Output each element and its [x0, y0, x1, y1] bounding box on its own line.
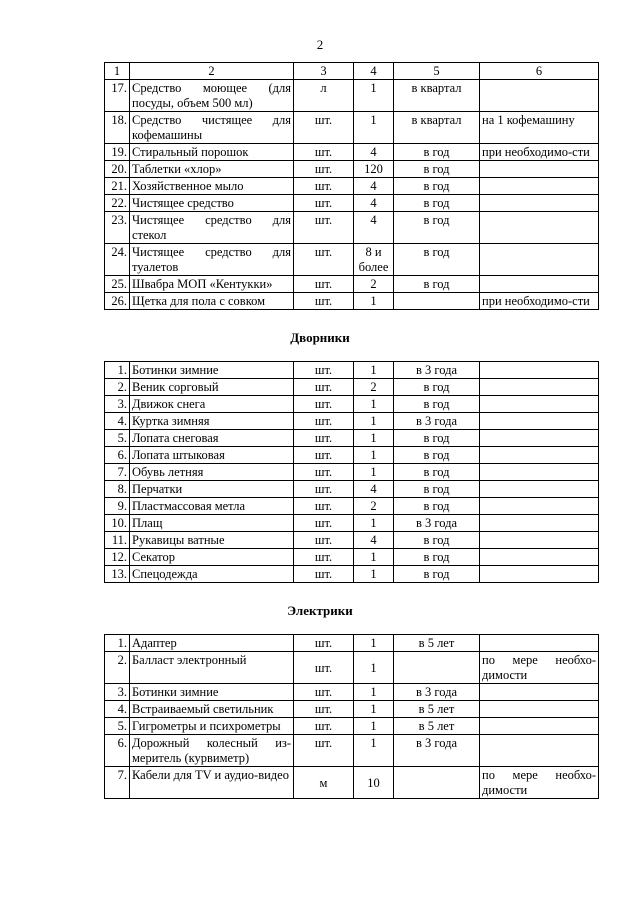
item-name: Пластмассовая метла	[130, 498, 294, 515]
item-quantity: 1	[354, 635, 394, 652]
table-row	[105, 549, 599, 566]
item-note	[480, 178, 599, 195]
item-period: в год	[394, 379, 480, 396]
item-unit: шт.	[294, 396, 354, 413]
item-period: в год	[394, 144, 480, 161]
row-number: 22.	[105, 195, 130, 212]
column-header: 2	[130, 63, 294, 80]
table-row	[105, 276, 599, 293]
item-quantity: 4	[354, 212, 394, 244]
item-quantity: 1	[354, 112, 394, 144]
item-name: Швабра МОП «Кентукки»	[130, 276, 294, 293]
item-note	[480, 195, 599, 212]
item-note	[480, 735, 599, 767]
item-name: Лопата снеговая	[130, 430, 294, 447]
item-note	[480, 430, 599, 447]
section-title-janitors: Дворники	[290, 330, 350, 345]
row-number: 8.	[105, 481, 130, 498]
item-note	[480, 379, 599, 396]
page-number: 2	[316, 37, 324, 52]
item-note	[480, 464, 599, 481]
item-quantity: 1	[354, 430, 394, 447]
item-name: Балласт электронный	[130, 652, 294, 684]
row-number: 17.	[105, 80, 130, 112]
item-note: на 1 кофемашину	[480, 112, 599, 144]
item-name: Стиральный порошок	[130, 144, 294, 161]
row-number: 1.	[105, 362, 130, 379]
row-number: 9.	[105, 498, 130, 515]
row-number: 24.	[105, 244, 130, 276]
item-name: Лопата штыковая	[130, 447, 294, 464]
item-period: в квартал	[394, 80, 480, 112]
item-name: Кабели для TV и аудио-видео	[130, 767, 294, 799]
item-quantity: 4	[354, 195, 394, 212]
row-number: 2.	[105, 379, 130, 396]
item-unit: шт.	[294, 144, 354, 161]
item-period: в 3 года	[394, 515, 480, 532]
row-number: 10.	[105, 515, 130, 532]
item-name: Чистящее средство для стекол	[130, 212, 294, 244]
item-note	[480, 498, 599, 515]
row-number: 4.	[105, 701, 130, 718]
item-period: в год	[394, 464, 480, 481]
item-quantity: 1	[354, 80, 394, 112]
item-quantity: 10	[354, 767, 394, 799]
item-note	[480, 447, 599, 464]
item-note	[480, 413, 599, 430]
item-unit: шт.	[294, 430, 354, 447]
item-name: Чистящее средство	[130, 195, 294, 212]
item-name: Дорожный колесный из-меритель (курвиметр)	[130, 735, 294, 767]
item-period: в год	[394, 566, 480, 583]
item-note	[480, 635, 599, 652]
table-row	[105, 161, 599, 178]
item-name: Ботинки зимние	[130, 684, 294, 701]
item-quantity: 1	[354, 413, 394, 430]
item-unit: шт.	[294, 549, 354, 566]
item-quantity: 1	[354, 464, 394, 481]
item-note	[480, 701, 599, 718]
item-note	[480, 80, 599, 112]
item-unit: шт.	[294, 178, 354, 195]
table-row	[105, 515, 599, 532]
item-quantity: 1	[354, 396, 394, 413]
table-row	[105, 112, 599, 144]
item-period: в год	[394, 532, 480, 549]
table-row	[105, 430, 599, 447]
item-period: в 3 года	[394, 684, 480, 701]
item-period	[394, 767, 480, 799]
item-period: в год	[394, 498, 480, 515]
table-row	[105, 652, 599, 684]
item-period: в 3 года	[394, 735, 480, 767]
item-period: в 3 года	[394, 413, 480, 430]
item-period: в 5 лет	[394, 701, 480, 718]
item-unit: шт.	[294, 735, 354, 767]
item-name: Таблетки «хлор»	[130, 161, 294, 178]
row-number: 21.	[105, 178, 130, 195]
item-note	[480, 362, 599, 379]
item-unit: шт.	[294, 718, 354, 735]
item-unit: шт.	[294, 276, 354, 293]
item-note	[480, 276, 599, 293]
item-unit: шт.	[294, 293, 354, 310]
item-period: в 5 лет	[394, 635, 480, 652]
item-period: в год	[394, 244, 480, 276]
table-row	[105, 80, 599, 112]
item-unit: шт.	[294, 635, 354, 652]
item-unit: шт.	[294, 244, 354, 276]
row-number: 19.	[105, 144, 130, 161]
row-number: 12.	[105, 549, 130, 566]
column-header: 4	[354, 63, 394, 80]
item-unit: шт.	[294, 212, 354, 244]
item-period: в год	[394, 549, 480, 566]
column-header: 6	[480, 63, 599, 80]
item-name: Встраиваемый светильник	[130, 701, 294, 718]
item-unit: шт.	[294, 413, 354, 430]
item-note	[480, 532, 599, 549]
item-period: в год	[394, 178, 480, 195]
item-unit: шт.	[294, 161, 354, 178]
item-unit: шт.	[294, 379, 354, 396]
row-number: 26.	[105, 293, 130, 310]
item-unit: м	[294, 767, 354, 799]
item-name: Ботинки зимние	[130, 362, 294, 379]
item-quantity: 4	[354, 144, 394, 161]
table-row	[105, 195, 599, 212]
item-name: Щетка для пола с совком	[130, 293, 294, 310]
item-quantity: 8 и более	[354, 244, 394, 276]
item-period: в 5 лет	[394, 718, 480, 735]
item-note	[480, 515, 599, 532]
item-unit: шт.	[294, 652, 354, 684]
item-unit: шт.	[294, 498, 354, 515]
item-name: Чистящее средство для туалетов	[130, 244, 294, 276]
item-note	[480, 566, 599, 583]
item-note	[480, 396, 599, 413]
row-number: 20.	[105, 161, 130, 178]
table-row	[105, 635, 599, 652]
row-number: 6.	[105, 735, 130, 767]
item-quantity: 4	[354, 178, 394, 195]
item-unit: шт.	[294, 566, 354, 583]
row-number: 1.	[105, 635, 130, 652]
item-name: Рукавицы ватные	[130, 532, 294, 549]
item-quantity: 1	[354, 362, 394, 379]
item-period: в год	[394, 161, 480, 178]
item-name: Куртка зимняя	[130, 413, 294, 430]
item-quantity: 4	[354, 481, 394, 498]
item-name: Перчатки	[130, 481, 294, 498]
table-row	[105, 396, 599, 413]
item-quantity: 120	[354, 161, 394, 178]
item-period	[394, 293, 480, 310]
column-header: 5	[394, 63, 480, 80]
item-period: в квартал	[394, 112, 480, 144]
item-period: в год	[394, 481, 480, 498]
table-row	[105, 498, 599, 515]
table-row	[105, 566, 599, 583]
row-number: 5.	[105, 430, 130, 447]
item-name: Средство чистящее для кофемашины	[130, 112, 294, 144]
row-number: 4.	[105, 413, 130, 430]
column-header: 3	[294, 63, 354, 80]
item-note: при необходимо-сти	[480, 293, 599, 310]
table-header-row	[105, 63, 599, 80]
item-name: Средство моющее (для посуды, объем 500 мл)	[130, 80, 294, 112]
table-row	[105, 212, 599, 244]
item-note	[480, 244, 599, 276]
item-quantity: 2	[354, 276, 394, 293]
supplies-table	[104, 62, 599, 310]
table-row	[105, 293, 599, 310]
table-row	[105, 144, 599, 161]
item-quantity: 1	[354, 684, 394, 701]
table-row	[105, 532, 599, 549]
row-number: 23.	[105, 212, 130, 244]
table-row	[105, 735, 599, 767]
item-name: Гигрометры и психрометры	[130, 718, 294, 735]
item-unit: шт.	[294, 701, 354, 718]
table-row	[105, 362, 599, 379]
item-period	[394, 652, 480, 684]
item-name: Спецодежда	[130, 566, 294, 583]
item-period: в год	[394, 396, 480, 413]
item-name: Плащ	[130, 515, 294, 532]
item-name: Хозяйственное мыло	[130, 178, 294, 195]
table-row	[105, 413, 599, 430]
item-period: в год	[394, 447, 480, 464]
item-note	[480, 212, 599, 244]
item-quantity: 1	[354, 293, 394, 310]
electricians-table	[104, 634, 599, 799]
row-number: 7.	[105, 767, 130, 799]
item-note	[480, 684, 599, 701]
item-note: при необходимо-сти	[480, 144, 599, 161]
row-number: 5.	[105, 718, 130, 735]
item-name: Обувь летняя	[130, 464, 294, 481]
table-row	[105, 447, 599, 464]
row-number: 11.	[105, 532, 130, 549]
janitors-table	[104, 361, 599, 583]
item-period: в год	[394, 430, 480, 447]
item-unit: шт.	[294, 464, 354, 481]
item-unit: шт.	[294, 481, 354, 498]
item-quantity: 1	[354, 718, 394, 735]
table-row	[105, 767, 599, 799]
row-number: 6.	[105, 447, 130, 464]
item-unit: шт.	[294, 532, 354, 549]
item-name: Адаптер	[130, 635, 294, 652]
table-row	[105, 718, 599, 735]
item-unit: шт.	[294, 195, 354, 212]
item-period: в год	[394, 195, 480, 212]
item-name: Веник сорговый	[130, 379, 294, 396]
table-row	[105, 464, 599, 481]
table-row	[105, 481, 599, 498]
item-unit: шт.	[294, 447, 354, 464]
item-period: в год	[394, 212, 480, 244]
item-quantity: 1	[354, 652, 394, 684]
item-quantity: 1	[354, 566, 394, 583]
item-note: по мере необхо-димости	[480, 767, 599, 799]
item-note	[480, 161, 599, 178]
row-number: 3.	[105, 396, 130, 413]
item-note: по мере необхо-димости	[480, 652, 599, 684]
item-period: в год	[394, 276, 480, 293]
item-unit: шт.	[294, 362, 354, 379]
section-title-electricians: Электрики	[287, 603, 353, 618]
item-note	[480, 481, 599, 498]
row-number: 18.	[105, 112, 130, 144]
item-quantity: 4	[354, 532, 394, 549]
table-row	[105, 684, 599, 701]
item-quantity: 1	[354, 515, 394, 532]
table-row	[105, 701, 599, 718]
row-number: 2.	[105, 652, 130, 684]
item-unit: л	[294, 80, 354, 112]
item-quantity: 2	[354, 379, 394, 396]
column-header: 1	[105, 63, 130, 80]
item-quantity: 1	[354, 447, 394, 464]
item-quantity: 1	[354, 549, 394, 566]
item-note	[480, 718, 599, 735]
item-period: в 3 года	[394, 362, 480, 379]
table-row	[105, 244, 599, 276]
item-note	[480, 549, 599, 566]
table-row	[105, 379, 599, 396]
row-number: 25.	[105, 276, 130, 293]
item-quantity: 2	[354, 498, 394, 515]
item-name: Движок снега	[130, 396, 294, 413]
row-number: 13.	[105, 566, 130, 583]
item-quantity: 1	[354, 735, 394, 767]
item-unit: шт.	[294, 684, 354, 701]
item-unit: шт.	[294, 112, 354, 144]
row-number: 3.	[105, 684, 130, 701]
item-name: Секатор	[130, 549, 294, 566]
item-quantity: 1	[354, 701, 394, 718]
table-row	[105, 178, 599, 195]
item-unit: шт.	[294, 515, 354, 532]
row-number: 7.	[105, 464, 130, 481]
